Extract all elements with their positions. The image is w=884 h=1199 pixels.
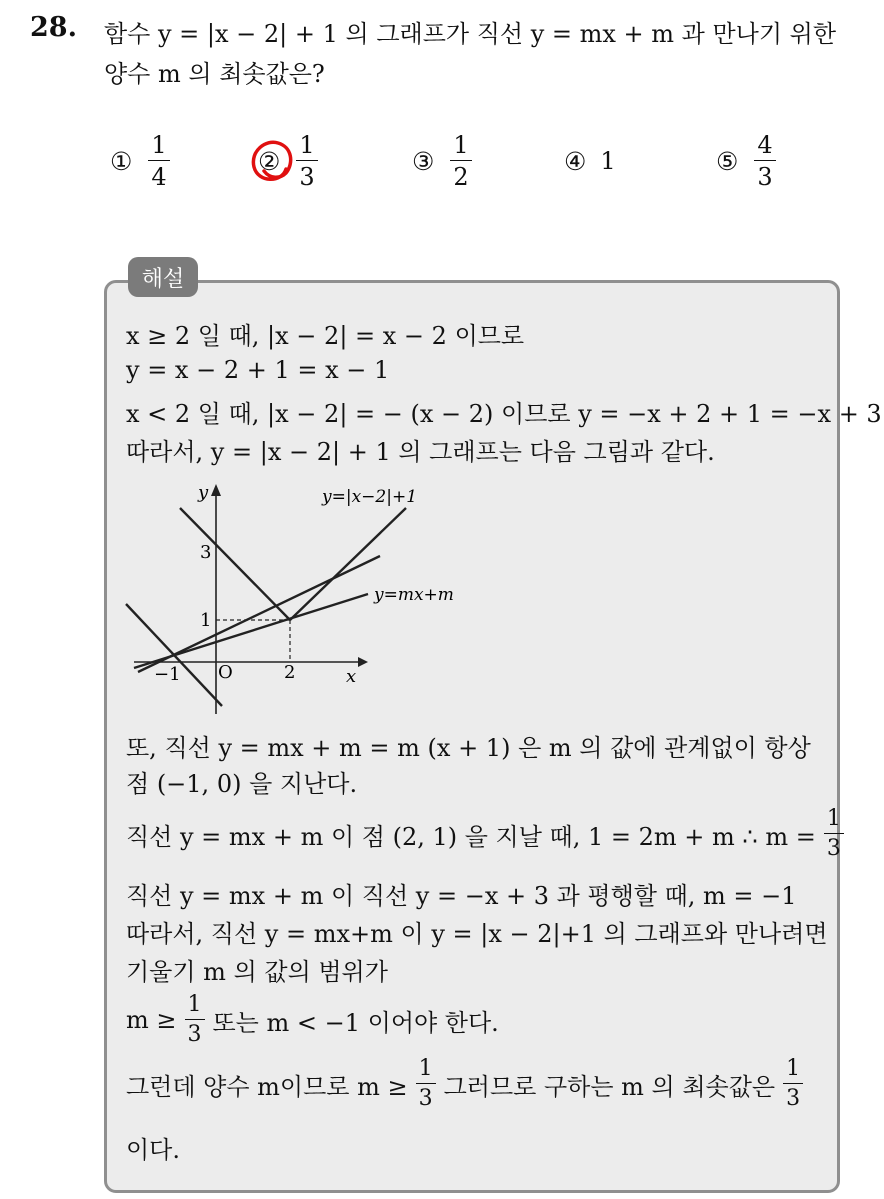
choice-marker: ④: [564, 146, 587, 176]
choice-5[interactable]: [716, 128, 778, 194]
x-axis-arrow: [358, 657, 368, 667]
line7-fraction: [824, 808, 844, 860]
question-text-line2: 양수 m 의 최솟값은?: [104, 60, 325, 88]
denominator: 3: [187, 1022, 202, 1047]
solution-line-11: [126, 994, 499, 1046]
solution-line-10: 기울기 m 의 값의 범위가: [126, 958, 388, 986]
graph-tick-neg1: −1: [154, 664, 181, 685]
choice-value: 1: [600, 147, 616, 175]
solution-line-1: x ≥ 2 일 때, |x − 2| = x − 2 이므로: [126, 322, 525, 350]
numerator: 1: [824, 808, 844, 834]
solution-line-5: 또, 직선 y = mx + m = m (x + 1) 은 m 의 값에 관계없이 항상: [126, 734, 811, 762]
solution-line-9: 따라서, 직선 y = mx+m 이 y = |x − 2|+1 의 그래프와 만나려면: [126, 920, 828, 948]
solution-line-3: x < 2 일 때, |x − 2| = − (x − 2) 이므로 y = −x + 2 + 1 = −x + 3: [126, 400, 882, 428]
choice-marker: ③: [412, 146, 435, 176]
solution-line-6: 점 (−1, 0) 을 지난다.: [126, 770, 358, 798]
solution-line-8: 직선 y = mx + m 이 직선 y = −x + 3 과 평행할 때, m = −1: [126, 882, 797, 910]
graph-y-label: y: [198, 482, 209, 503]
graph-x-label: x: [346, 666, 357, 687]
choice-marker: ①: [110, 146, 133, 176]
line11-a: m ≥: [126, 1006, 177, 1034]
function-graph: [118, 476, 498, 718]
choice-fraction: [450, 133, 471, 189]
graph-tick-1: 1: [200, 610, 212, 631]
solution-line-7: [126, 808, 846, 860]
solution-line-2: y = x − 2 + 1 = x − 1: [126, 356, 390, 384]
line7-text: 직선 y = mx + m 이 점 (2, 1) 을 지날 때, 1 = 2m + m ∴ m =: [126, 822, 816, 851]
denominator: 3: [786, 1086, 801, 1111]
choice-3[interactable]: [412, 128, 474, 194]
question-text-line1: 함수 y = |x − 2| + 1 의 그래프가 직선 y = mx + m 과 만나기 위한: [104, 20, 837, 48]
denominator: 4: [151, 163, 167, 191]
y-axis-arrow: [211, 484, 221, 496]
numerator: 4: [754, 133, 775, 161]
numerator: 1: [416, 1058, 436, 1084]
line11-fraction: [185, 994, 205, 1046]
numerator: 1: [148, 133, 169, 161]
choice-1[interactable]: [110, 128, 172, 194]
numerator: 1: [783, 1058, 803, 1084]
numerator: 1: [185, 994, 205, 1020]
denominator: 3: [826, 836, 841, 861]
solution-line-12: [126, 1058, 805, 1110]
numerator: 1: [296, 133, 317, 161]
graph-tick-3: 3: [200, 542, 212, 563]
abs-left-branch: [180, 508, 290, 620]
line12-b: 그러므로 구하는 m 의 최솟값은: [443, 1072, 776, 1101]
choice-4[interactable]: [564, 128, 616, 194]
line12-fraction: [416, 1058, 436, 1110]
graph-tick-2: 2: [284, 662, 296, 683]
choice-marker: ②: [258, 146, 281, 176]
solution-line-4: 따라서, y = |x − 2| + 1 의 그래프는 다음 그림과 같다.: [126, 438, 715, 466]
choice-fraction: [148, 133, 169, 189]
choice-fraction: [754, 133, 775, 189]
denominator: 2: [453, 163, 469, 191]
line-y-mx-m: [134, 594, 368, 668]
graph-label-abs: y=|x−2|+1: [322, 487, 418, 507]
graph-label-line: y=mx+m: [374, 585, 454, 605]
question-number: 28.: [30, 12, 77, 43]
denominator: 3: [757, 163, 773, 191]
graph-origin: O: [218, 662, 233, 683]
solution-line-13: 이다.: [126, 1136, 180, 1164]
denominator: 3: [299, 163, 315, 191]
answer-mark-icon: [248, 133, 300, 189]
denominator: 3: [418, 1086, 433, 1111]
line12-a: 그런데 양수 m이므로 m ≥: [126, 1072, 408, 1101]
line12-fraction-2: [783, 1058, 803, 1110]
choice-marker: ⑤: [716, 146, 739, 176]
solution-tag: 해설: [128, 257, 198, 297]
line11-b: 또는 m < −1 이어야 한다.: [212, 1008, 499, 1037]
numerator: 1: [450, 133, 471, 161]
